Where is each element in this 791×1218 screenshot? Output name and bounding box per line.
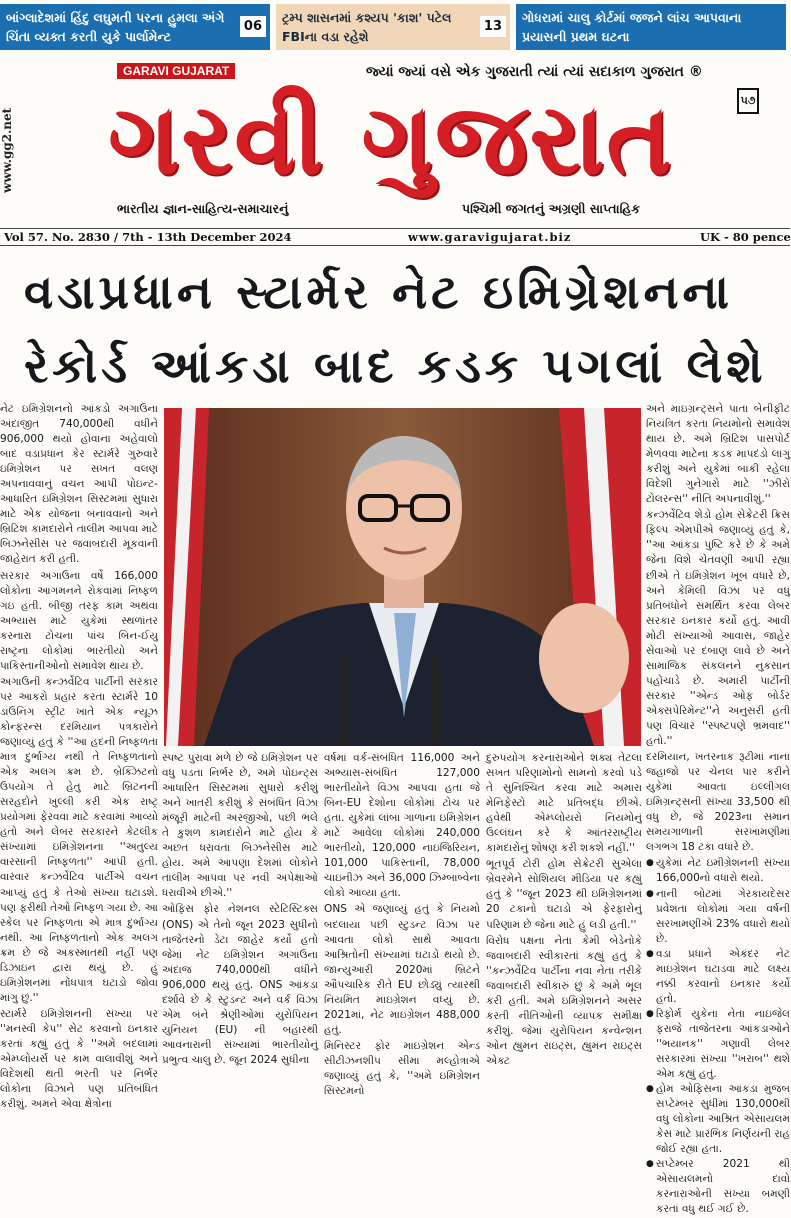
key-point: ● સપ્ટેમ્બર 2021 થી એસાયલમનો દાવો કરનારાઓની સંખ્યા બમણી કરતાં વધુ થઈ ગઈ છે. [646, 1157, 790, 1217]
teaser-bangladesh[interactable] [0, 4, 270, 50]
article-paragraph: સરકાર અગાઉના વર્ષે 166,000 લોકોના આગમનને રોકવામાં નિષ્ફળ ગઇ હતી. બીજી તરફ કામ અથવા અભ્યાસ માટે યુકેમાં સ્થળાંતર કરનારા ટોચના પાંચ બિન-ઈયુ રાષ્ટ્રના લોકોમાં ભારતીયો અને પાકિસ્તાનીઓનો સમાવેશ થાય છે. [0, 569, 158, 672]
article-paragraph: દરમિયાન, ખતરનાક રૂટીમાં નાના જહાજો પર ચેનલ પાર કરીને યુકેમાં આવતા ઇલ્લીગલ ઇમિગ્રન્ટ્સની સંખ્યા 33,500 થી વધુ છે, જે 2023ના સમાન સમયગાળાની સરખામણીમાં લગભગ 18 ટકા વધારે છે. [646, 751, 790, 854]
article-left-column [0, 402, 158, 1111]
tagline-right: પશ્ચિમી જગતનું અગ્રણી સાપ્તાહિક [462, 201, 641, 216]
volume-info: Vol 57. No. 2830 / 7th - 13th December 2024 [4, 230, 292, 244]
article-bottom-column-1 [162, 751, 318, 1066]
key-point: ● યુકેમાં નેટ ઇમીગ્રેશનની સંખ્યા 166,000નો વધારો થયો. [646, 856, 790, 886]
article-paragraph: અને માઇગ્રન્ટ્સને પાતા બેનીફીટ નિયંત્રિત કરતા નિયમોનો સમાવેશ થાય છે. અમે બ્રિટિશ પાસપોર્ટ મેળવવા માટેના કડક માપદંડો લાગુ કરીશું અને યુકેમાં બાકી રહેલા વિદેશી ગુનેગારો માટે ''ઝીરો ટોલરન્સ'' નીતિ અપનાવીશું.'' [646, 403, 790, 506]
masthead-title: ગરવી ગુજરાત [108, 83, 674, 197]
teaser-fbi[interactable] [276, 4, 510, 50]
slogan: જ્યાં જ્યાં વસે એક ગુજરાતી ત્યાં ત્યાં સદાકાળ ગુજરાત ® [366, 64, 703, 80]
teaser-strip [0, 0, 790, 50]
article-paragraph: ભૂતપૂર્વ ટોરી હોમ સેક્રેટરી સુએલા બ્રેવરમેને સોશિયલ મીડિયા પર કહ્યું હતું કે ''જૂન 2023 થી ઇમિગ્રેશનમાં 20 ટકાનો ઘટાડો એ ફેરફારોનું પરિણામ છે જેના માટે હું લડી હતી.'' [486, 858, 642, 931]
key-point: ● નાની બોટમાં ગેરકાયદેસર પ્રવેશતા લોકોમાં ગયા વર્ષની સરખામણીએ 23% વધારો થયો છે. [646, 887, 790, 947]
article-bottom-column-2 [324, 751, 480, 1098]
article-paragraph: ઓફિસ ફોર નેશનલ સ્ટેટિસ્ટિક્સ (ONS) એ તેનો જૂન 2023 સુધીનો તાજેતરનો ડેટા જાહેર કર્યો હતો જેમાં નેટ ઇમિગ્રેશન અગાઉના અંદાજ 740,000થી વધીને 906,000 થયું હતું. ONS આંકડા દર્શાવે છે કે સ્ટુડન્ટ અને વર્ક વિઝા એમ બંને શ્રેણીઓમાં યુરોપિયન યુનિયન (EU) ની બહારથી આવનારાની સંખ્યામાં ભારતીયોનું પ્રભુત્વ ચાલુ છે. જૂન 2024 સુધીના [162, 903, 318, 1066]
key-points-list [646, 856, 790, 1217]
website-link[interactable]: www.garavigujarat.biz [408, 230, 572, 244]
article-photo [164, 408, 641, 746]
article-paragraph: અગાઉની કન્ઝર્વેટિવ પાર્ટીની સરકાર પર આકરો પ્રહાર કરતા સ્ટાર્મરે 10 ડાઉનિંગ સ્ટ્રીટ ખાતે એક ન્યૂઝ કોન્ફરન્સ દરમિયાન પત્રકારોને જણાવ્યું હતું કે ''આ હદની નિષ્ફળતા માત્ર દુર્ભાગ્ય નથી તે નિષ્ફળતાનો એક અલગ ક્રમ છે. બ્રેક્ઝિટનો ઉપયોગ તે હેતુ માટે બ્રિટનની સરહદોને ખુલ્લી કરી એક રાષ્ટ્ર પ્રયોગમાં ફેરવવા માટે કરવામાં આવ્યો હતો અને લેબર સરકારને કેટલીક સંખ્યામાં ઇમિગ્રેશનના ''અતુલ્ય વારસાની નિષ્ફળતા'' આપી હતી. વારંવાર કન્ઝર્વેટિવ પાર્ટીએ વચન આપ્યું હતું કે તેઓ સંખ્યા ઘટાડશે. પણ ફરીથી તેઓ નિષ્ફળ ગયા છે. આ સ્કેલ પર નિષ્ફળતા એ માત્ર દુર્ભાગ્ય નથી. આ નિષ્ફળતાનો એક અલગ ક્રમ છે જે અકસ્માતથી નહીં પણ ડિઝાઇન દ્વારા થયું છે. હું ઇમિગ્રેશનમાં નોંધપાત્ર ઘટાડો જોવા માંગુ છું.'' [0, 675, 158, 1004]
article-paragraph: વર્ષમાં વર્ક-સંબંધિત 116,000 અને અભ્યાસ-સંબંધિત 127,000 ભારતીયોને વિઝા આપવા હતા જે બિન-EU દેશોના લોકોમાં ટોચ પર હતા. યુકેમાં લાંબા ગાળાના ઇમિગ્રેશન માટે આવેલા લોકોમાં 240,000 ભારતીયો, 120,000 નાઇજિરિયન, 101,000 પાકિસ્તાની, 78,000 ચાઇનીઝ અને 36,000 ઝિમ્બાબ્વેના લોકો આવ્યા હતા. [324, 752, 480, 900]
teaser-text: ગોધરામાં ચાલુ કોર્ટમાં જજને લાંચ આપવાના પ્રયાસની પ્રથમ ઘટના [522, 10, 742, 44]
starmer-photo [164, 408, 641, 746]
headline-line-1: વડાપ્રધાન સ્ટાર્મર નેટ ઇમિગ્રેશનના [24, 265, 734, 320]
dateline [0, 228, 790, 246]
article-paragraph: ONS એ જણાવ્યું હતું કે નિયમો બદલાયા પછી સ્ટુડન્ટ વિઝા પર આવતા લોકો સાથે આવતા આશ્રિતોની સંખ્યામાં ઘટાડો થયો છે. જાન્યુઆરી 2020માં બ્રિટને ઔપચારિક રીતે EU છોડ્યું ત્યારથી નિયમિત માઇગ્રેશન વધ્યું છે. 2021માં, નેટ માઇગ્રેશન 488,000 હતું. [324, 903, 480, 1036]
headline-line-2: રેકોર્ડ આંકડા બાદ કડક પગલાં લેશે [24, 339, 767, 394]
teaser-page-number: 13 [480, 16, 506, 37]
article-paragraph: વિરોધ પક્ષના નેતા કેમી બેડેનોકે જવાબદારી સ્વીકારતાં કહ્યું હતું કે ''કન્ઝર્વેટિવ પાર્ટીના નવા નેતા તરીકે જવાબદારી સ્વીકારું છું કે અમે ભૂલ કરી હતી. અમે ઇમિગ્રેશનને અસર કરતી નીતિઓની વ્યાપક સમીક્ષા કરીશું. જેમાં યુરોપિયન કન્વેન્શન ઓન હ્યુમન રાઇટ્સ, હ્યુમન રાઇટ્સ એક્ટ [486, 934, 642, 1067]
price: UK - 80 pence [700, 230, 791, 244]
key-point: ● હોમ ઓફિસના આંકડા મુજબ સપ્ટેમ્બર સુધીમાં 130,000થી વધુ લોકોના આશ્રિત એસાયલમ કેસ માટે પ્રારંભિક નિર્ણયની રાહ જોઈ રહ્યા હતા. [646, 1082, 790, 1157]
article-right-column [646, 402, 790, 1216]
teaser-godhra[interactable] [516, 4, 786, 50]
teaser-text: બાંગ્લાદેશમાં હિંદુ લઘુમતી પરના હુમલા અંગે ચિંતા વ્યક્ત કરતી યુકે પાર્લામેન્ટ [6, 10, 225, 44]
tagline-left: ભારતીય જ્ઞાન-સાહિત્ય-સમાચારનું [117, 201, 289, 216]
teaser-text: ટ્રમ્પ શાસનમાં કશ્યપ 'કાશ' પટેલ FBIના વડા રહેશે [282, 10, 452, 44]
issue-box: ૫૭ [737, 88, 759, 114]
key-point: ● વડા પ્રધાને એકંદર નેટ માઇગ્રેશન ઘટાડવા માટે લક્ષ્ય નક્કી કરવાનો ઇનકાર કર્યો હતો. [646, 947, 790, 1007]
article-paragraph: મિનિસ્ટર ફોર માઇગ્રેશન એન્ડ સીટીઝનશીપ સીમા મલ્હોત્રાએ જણાવ્યું હતું કે, ''અમે ઇમિગ્રેશન સિસ્ટમનો [324, 1039, 480, 1098]
article-paragraph: કન્ઝર્વેટિવ શેડો હોમ સેક્રેટરી ક્રિસ ફિલ્પ એમપીએ જણાવ્યું હતું કે, ''આ આંકડા પુષ્ટિ કરે છે કે અમે જેના વિશે ચેતવણી આપી રહ્યા છીએ તે ઇમિગ્રેશન ખૂબ વધારે છે, અને કેમિલી વિઝા પર વધુ પ્રતિબંધોને સમર્થિત કરવા લેબર સરકાર ઇનકાર કર્યો હતું. આવી મોટી સંખ્યાઓ આવાસ, જાહેર સેવાઓ પર દબાણ લાવે છે અને સામાજિક સંકલનને નુકસાન પહોંચાડે છે. અમારી પાર્ટીની સરકાર ''એન્ડ ઓફ બોર્ડર એક્સપેરિમેન્ટ''ને અનુસરી હતી પણ વિચાર ''સ્પષ્ટપણે ભ્રમવાદ'' હતો.'' [646, 509, 790, 748]
key-point: ● રિફોર્મ યુકેના નેતા નાઇજેલ ફરાજે તાજેતરના આંકડાઓને ''ભયાનક'' ગણાવી લેબર સરકારમાં સંખ્યા ''ખરાબ'' થશે એમ કહ્યું હતું. [646, 1007, 790, 1082]
article-paragraph: સ્પષ્ટ પુરાવા મળે છે જે ઇમિગ્રેશન પર વધુ પડતા નિર્ભર છે, અમે પોઇન્ટ્સ આધારિત સિસ્ટમમાં સુધારો કરીશું અને ખાતરી કરીશું કે સંબંધિત વિઝા મંજૂરી માટેની અરજીઓ, પછી ભલે તે કુશળ કામદારોને માટે હોય કે અછત ધરાવતા બિઝનેસીસ માટે હોય. અમે આપણા દેશમાં લોકોને તાલીમ આપવા પર નવી અપેક્ષાઓ ધરાવીએ છીએ.'' [162, 752, 318, 900]
article-paragraph: સ્ટાર્મરે ઇમિગ્રેશનની સંખ્યા પર ''મનસ્વી કેપ'' સેટ કરવાનો ઇનકાર કરતાં કહ્યું હતું કે ''અમે બદલામાં એમ્પ્લોયર્સ પર કામ વાલાવીશું અને વિદેશથી થતી ભરતી પર નિર્ભર લોકોના વિઝાને પણ પ્રતિબંધિત કરીશું. અમને એવા ક્ષેત્રોના [0, 1007, 158, 1111]
vertical-website: www.gg2.net [0, 107, 14, 193]
teaser-page-number: 06 [240, 16, 266, 37]
article-paragraph: નેટ ઇમિગ્રેશનનો આંકડો અગાઉના અંદાજીત 740,000થી વધીને 906,000 થયો હોવાના અહેવાલો બાદ વડાપ્રધાન કેર સ્ટાર્મરે ગુરુવારે ઇમિગ્રેશન પર સખત વલણ અપનાવવાનું વચન આપી પોઇન્ટ-આધારિત ઇમિગ્રેશન સિસ્ટમમાં સુધારા માટે એક યોજના બનાવવાનો અને બ્રિટિશ કામદારોને તાલીમ આપવા માટે બિઝનેસીસ પર જવાબદારી મૂકવાની જાહેરાત કરી હતી. [0, 403, 158, 566]
brand-tag: GARAVI GUJARAT [117, 63, 235, 79]
article-bottom-column-3 [486, 751, 642, 1067]
article-paragraph: દુરુપયોગ કરનારાઓને શક્ય તેટલા સખત પરિણામોનો સામનો કરવો પડે તે સુનિશ્ચિત કરવા માટે અમારા મેનિફેસ્ટો માટે પ્રતિબદ્ધ છીએ. હવેથી એમ્પ્લોયરો નિયમોનું ઉલ્લંઘન કરે કે આંતરરાષ્ટ્રીય કામદારોનું શોષણ કરી શકશે નહીં.'' [486, 752, 642, 855]
